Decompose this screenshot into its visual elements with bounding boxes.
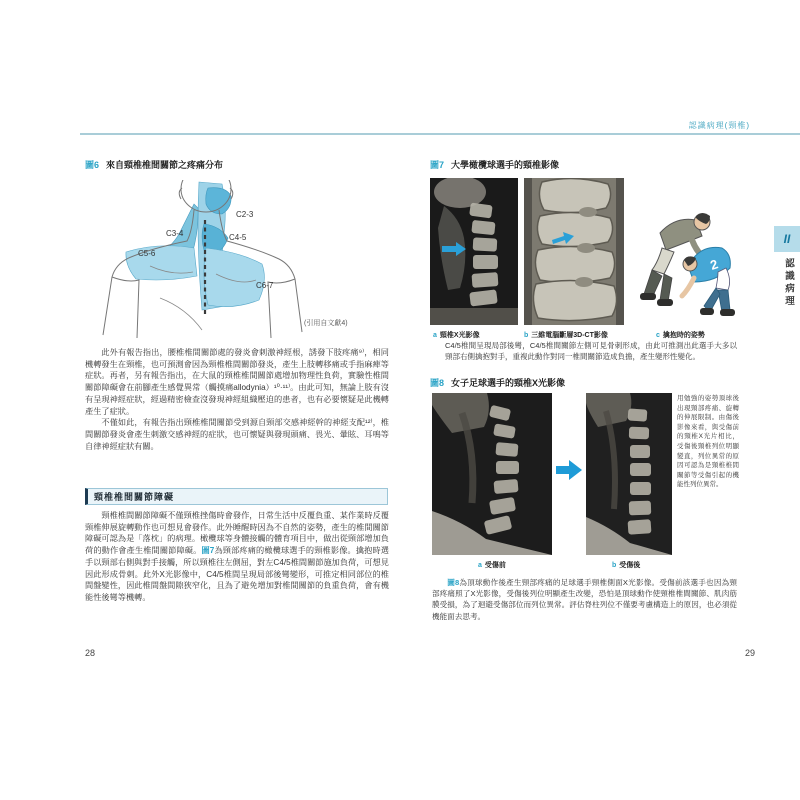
figure6-badge: 圖6 (85, 160, 100, 170)
figure7-header (430, 158, 559, 171)
figure7c-tackle-illustration (630, 178, 737, 325)
chapter-tab (774, 226, 800, 252)
figure7b-ct-image (524, 178, 624, 325)
jersey-number: 2 (708, 256, 720, 273)
paragraph-facet-pain: 此外有報告指出，腰椎椎間關節處的發炎會刺激神經根，誘發下肢疼痛⁹⁾，相同機轉發生在頸椎，也可預測會因為頸椎椎間關節發炎，產生上肢轉移痛或手指麻痺等症狀。再者，另有報告指出，在大鼠的頸椎椎間關節處增加物理性負荷，實驗性椎間關節障礙會在前腳產生感覺異常（觸摸痛allodynia）¹⁰·¹¹⁾。由此可知，無論上肢有沒有呈現神經症狀，經過精密檢查沒發現神經組織壓迫的患者，也有必要懷疑是此機轉產生了症狀。 (85, 348, 389, 416)
figure8-title: 女子足球選手的頸椎X光影像 (451, 378, 566, 388)
back-crease-line (160, 298, 202, 330)
figure8-reference: 圖8 (447, 578, 460, 587)
figure7-badge: 圖7 (430, 160, 445, 170)
left-page-text-block (85, 347, 389, 452)
figure7-reference: 圖7 (201, 546, 215, 556)
figure8b-xray-after (586, 393, 672, 555)
figure7a-xray-image (430, 178, 518, 325)
label-c3-4: C3-4 (166, 229, 184, 238)
section-heading: 頸椎椎間關節障礙 (94, 492, 175, 502)
caption-letter-a: a (478, 562, 482, 569)
region-c6-7 (204, 248, 264, 307)
figure7-title: 大學橄欖球選手的頸椎影像 (451, 160, 560, 170)
figure6-header (85, 158, 223, 171)
figure8-header (430, 376, 565, 389)
ct-vertebrae (533, 178, 616, 320)
left-body-side (112, 277, 139, 338)
section-paragraph-post: 為頸部疼痛的橄欖球選手的頸椎影像。擒抱時選手以頸部右側與對手接觸，所以頸椎往左側屈，對左C4/5椎間關節施加負荷，可想見因此形成骨刺。此外X光影像中，C4/5椎間呈現局部後彎變形，可推定相同部位的椎間盤變性，因此椎間盤間隙狹窄化，且為了避免增加對椎間關節的負重負荷，會有機能性後彎等機轉。 (85, 546, 389, 602)
figure6-diagram (98, 180, 390, 340)
paragraph-facet-disorder (85, 510, 389, 604)
figure8a-xray-before (432, 393, 552, 555)
label-c2-3: C2-3 (236, 210, 254, 219)
region-c5-6 (126, 246, 197, 280)
figure6-source-caption: (引用自文獻4) (304, 320, 348, 327)
closing-text-block (432, 577, 737, 622)
closing-paragraph-text: 為頂球動作後產生頸部疼痛的足球選手頸椎側面X光影像。受傷前該選手也因為頸部疼痛照了X光影像，受傷後列位明顯產生改變，恐怕是頂球動作使頸椎椎間關節、肌肉筋膜受損，為了迴避受傷部位而列位異常。評估脊柱列位不僅要考慮構造上的原因，也必須從機能面去思考。 (432, 578, 737, 621)
chapter-tab-numeral: II (783, 232, 791, 246)
figure6-title: 來自頸椎椎間關節之疼痛分布 (106, 160, 224, 170)
player-blue (682, 247, 735, 316)
label-c4-5: C4-5 (229, 233, 247, 242)
caption-letter-b: b (612, 562, 617, 569)
chapter-tab-label: 認識病理 (783, 258, 794, 308)
label-c5-6: C5-6 (138, 249, 156, 258)
header-rule (80, 133, 800, 135)
figure8b-caption (612, 560, 640, 570)
figure7b-caption (524, 330, 608, 340)
caption-letter-a: a (433, 332, 437, 339)
section-text-block (85, 510, 389, 604)
page-number-right: 29 (745, 648, 756, 658)
shoulder-shadow (430, 308, 518, 325)
before-after-arrow-icon (556, 458, 582, 482)
paragraph-sympathetic: 不僅如此，有報告指出頸椎椎間關節受到源自頸部交感神經幹的神經支配¹²⁾，椎間關節發炎會產生刺激交感神經的症狀，也可懷疑與發現頭痛、畏光、暈眩、耳鳴等自律神經症狀有關。 (85, 418, 389, 451)
caption-text-c: 擒抱時的姿勢 (662, 332, 705, 339)
figure7c-caption (656, 330, 705, 340)
running-header-title: 認識病理(頸椎) (688, 121, 750, 130)
figure8-side-note: 用勉強的姿勢頂球後出現頸部疼痛、旋轉的伸展限制。由傷後影像來看，與受傷前的頸椎X光片相比，受傷後頸椎列位明顯變直，列位異常的原因可認為是頸椎椎間關節等受傷引起的機能性列位異常。 (677, 395, 739, 489)
caption-letter-b: b (524, 332, 529, 339)
page-number-left: 28 (85, 648, 96, 658)
figure7a-caption (433, 330, 480, 340)
caption-letter-c: c (656, 332, 660, 339)
caption-text-b: 三維電腦斷層3D-CT影像 (531, 332, 608, 339)
caption-text-after: 受傷後 (619, 562, 641, 569)
label-c6-7: C6-7 (256, 281, 274, 290)
figure8-badge: 圖8 (430, 378, 445, 388)
figure7-description: C4/5椎間呈現局部後彎，C4/5椎間關節左側可見骨刺形成，由此可推測出此選手大多以頸部右側擒抱對手，重複此動作對同一椎間關節造成負擔，產生變形性變化。 (445, 341, 737, 361)
pain-distribution-diagram (98, 180, 390, 340)
figure8a-caption (478, 560, 506, 570)
closing-paragraph (432, 577, 737, 622)
section-heading-box (85, 488, 388, 505)
caption-text-before: 受傷前 (484, 562, 506, 569)
section-paragraph-pre: 頸椎椎間關節障礙不僅頸椎挫傷時會發作，日常生活中反覆負重、某作業時反覆頸椎伸展旋轉動作也可想見會發作。此外睡醒時因為不自然的姿勢，產生的椎間關節障礙可認為是「落枕」的病理。橄欖球等身體接觸的體育項目中，做出從頸部增加負荷的動作會產生椎間關節障礙。 (85, 511, 389, 556)
caption-text-a: 頸椎X光影像 (439, 332, 480, 339)
